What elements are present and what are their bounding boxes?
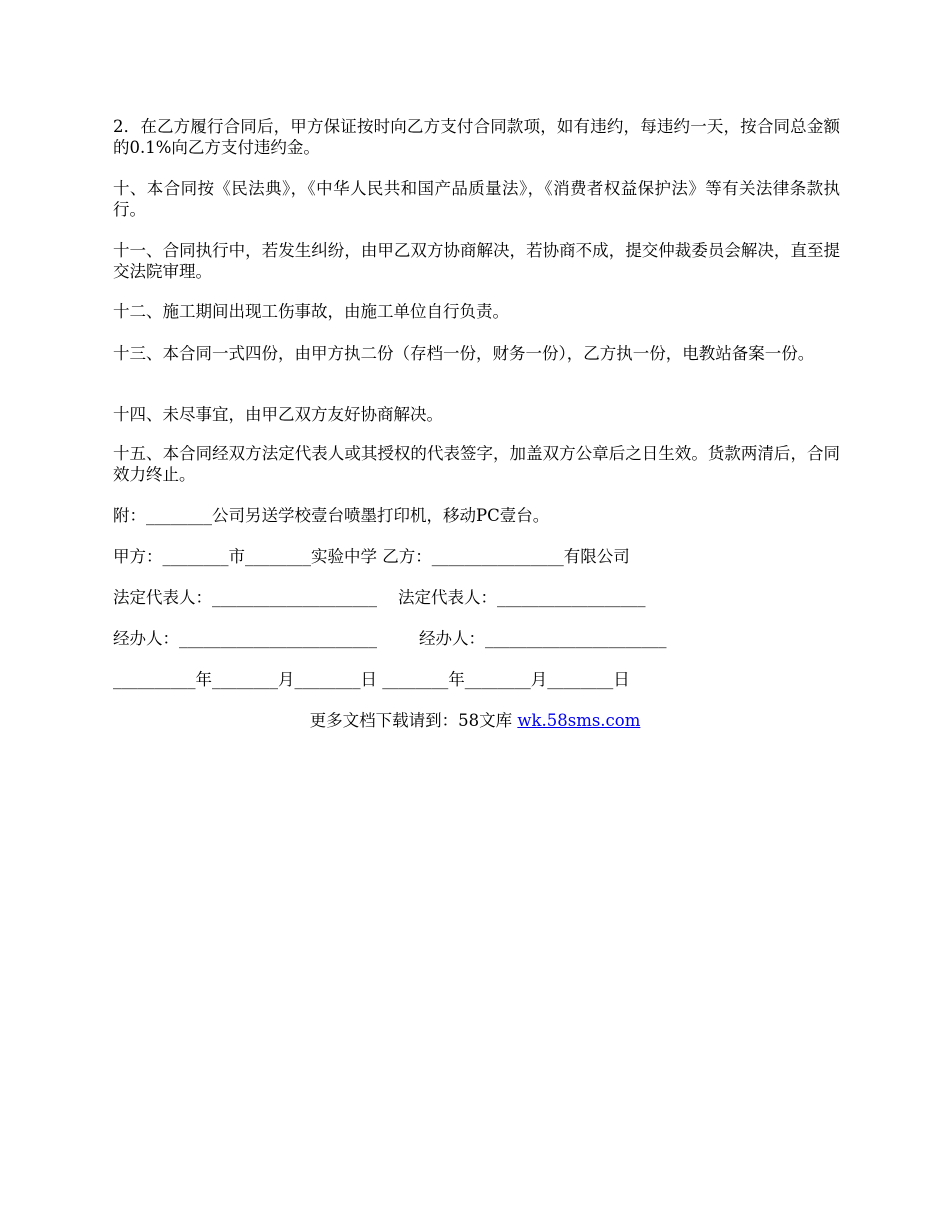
footer xyxy=(0,710,950,731)
clause-fourteen-unsettled: 十四、未尽事宜，由甲乙双方友好协商解决。 xyxy=(113,405,443,424)
clause-payment-penalty: 2．在乙方履行合同后，甲方保证按时向乙方支付合同款项，如有违约，每违约一天，按合同总金额的0.1%向乙方支付违约金。 xyxy=(113,117,840,157)
footer-text: 更多文档下载请到：58文库 xyxy=(309,711,518,730)
clause-twelve-injury: 十二、施工期间出现工伤事故，由施工单位自行负责。 xyxy=(113,302,509,321)
signature-dates: __________年________月________日 ________年________月________日 xyxy=(113,670,630,689)
clause-eleven-disputes: 十一、合同执行中，若发生纠纷，由甲乙双方协商解决，若协商不成，提交仲裁委员会解决，直至提交法院审理。 xyxy=(113,241,840,281)
signature-parties: 甲方：________市________实验中学 乙方：________________有限公司 xyxy=(113,547,630,566)
clause-thirteen-copies: 十三、本合同一式四份，由甲方执二份（存档一份，财务一份），乙方执一份，电教站备案一份。 xyxy=(113,344,815,363)
footer-link[interactable]: wk.58sms.com xyxy=(517,711,641,730)
attachment-note: 附：________公司另送学校壹台喷墨打印机，移动PC壹台。 xyxy=(113,506,550,525)
signature-legal-representative: 法定代表人：____________________ 法定代表人：__________________ xyxy=(113,588,646,607)
clause-fifteen-effect: 十五、本合同经双方法定代表人或其授权的代表签字，加盖双方公章后之日生效。货款两清后，合同效力终止。 xyxy=(113,444,840,484)
clause-ten-applicable-law: 十、本合同按《民法典》，《中华人民共和国产品质量法》，《消费者权益保护法》等有关法律条款执行。 xyxy=(113,179,840,219)
signature-handler: 经办人：________________________ 经办人：______________________ xyxy=(113,629,667,648)
